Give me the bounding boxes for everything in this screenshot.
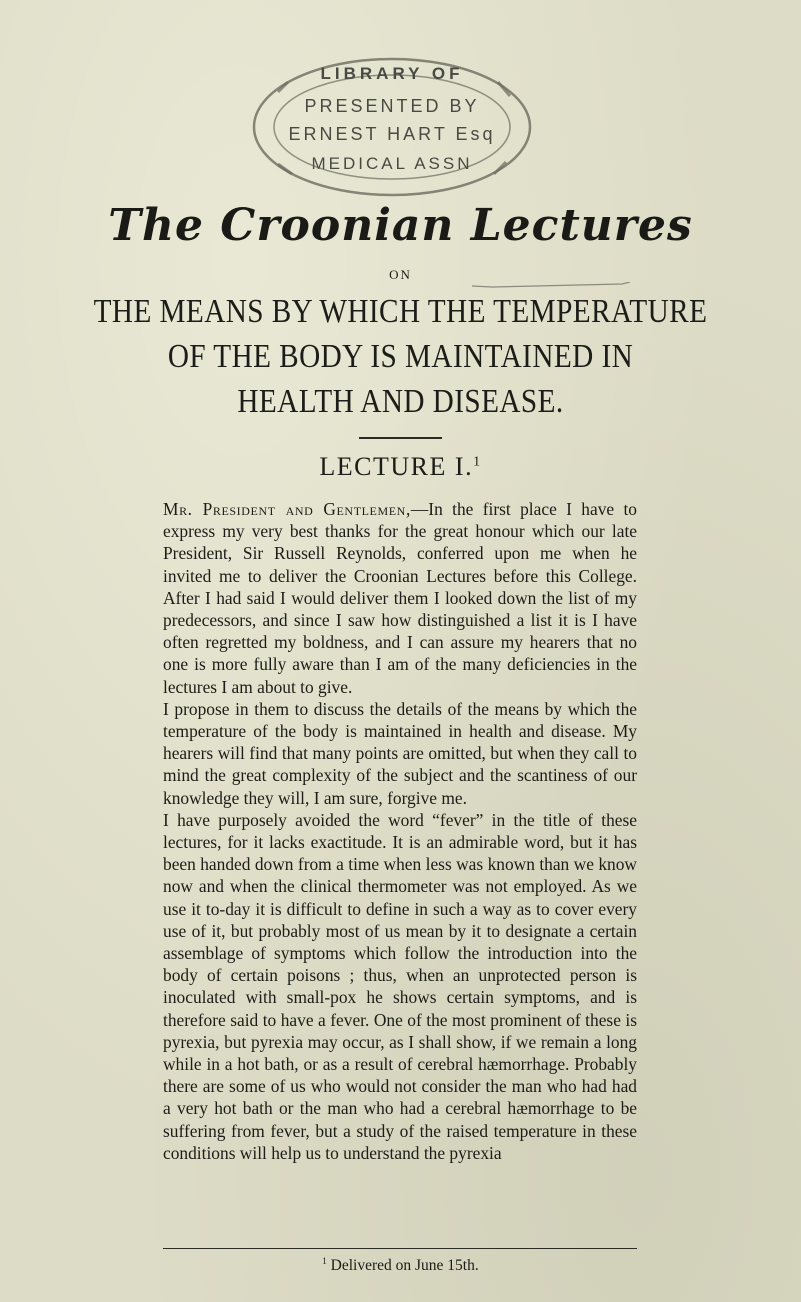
- lecture-body: [163, 498, 637, 1164]
- on-label: ON: [389, 267, 412, 282]
- stamp-top-text: LIBRARY OF: [320, 64, 464, 83]
- paragraph-2: I propose in them to discuss the details of the means by which the temperature of the body is maintained in health and disease. My hearers will find that many points are omitted, but when they call to mind the great complexity of the subject and the scantiness of our knowledge they will, I am sure, forgive me.: [163, 698, 637, 808]
- lecture-heading-text: LECTURE I.: [319, 452, 474, 481]
- footnote-text: Delivered on June 15th.: [330, 1257, 479, 1275]
- title-line-3: HEALTH AND DISEASE.: [237, 383, 564, 420]
- paragraph-1: [163, 498, 637, 698]
- paragraph-1-text: —In the first place I have to express my very best thanks for the great honour which our late President, Sir Russell Reynolds, conferred upon me when he invited me to deliver the Croonian Lectures before this College. After I had said I would deliver them I looked down the list of my predecessors, and since I saw how distinguished a list it is I have often regretted my boldness, and I can assure my hearers that no one is more fully aware than I am of the many deficiencies in the lectures I am about to give.: [163, 499, 637, 697]
- paragraph-3: I have purposely avoided the word “fever” in the title of these lectures, for it lacks exactitude. It is an admirable word, but it has been handed down from a time when less was known than we know now and when the clinical thermometer was not employed. As we use it to-day it is difficult to define in such a way as to cover every use of it, but probably most of us mean by it to designate a certain assemblage of symptoms which follow the introduction into the body of certain poisons ; thus, when an unprotected person is inoculated with small-pox he shows certain symptoms, and is therefore said to have a fever. One of the most prominent of these is pyrexia, but pyrexia may occur, as I shall show, if we remain a long while in a hot bath, or as a result of cerebral hæmorrhage. Probably there are some of us who would not consider the man who had had a very hot bath or the man who had a cerebral hæmorrhage to be suffering from fever, but a study of the raised temperature in these conditions will help us to understand the pyrexia: [163, 809, 637, 1163]
- pencil-mark-icon: [472, 282, 632, 288]
- footnote-marker: 1: [322, 1256, 327, 1266]
- stamp-donor-text: ERNEST HART Esq: [288, 124, 496, 144]
- salutation: Mr. President and Gentlemen,: [163, 499, 411, 519]
- stamp-presented-text: PRESENTED BY: [304, 96, 480, 116]
- footnote: [0, 1256, 801, 1275]
- section-divider: [359, 437, 442, 439]
- lecture-footnote-marker: 1: [473, 454, 482, 470]
- series-title: The Croonian Lectures: [108, 200, 693, 251]
- title-line-1: THE MEANS BY WHICH THE TEMPERATURE: [93, 293, 708, 330]
- stamp-bottom-text: MEDICAL ASSN: [311, 154, 473, 173]
- footnote-divider: [163, 1248, 637, 1249]
- lecture-heading: [0, 452, 801, 482]
- title-line-2: OF THE BODY IS MAINTAINED IN: [167, 338, 634, 375]
- library-stamp: [248, 52, 536, 202]
